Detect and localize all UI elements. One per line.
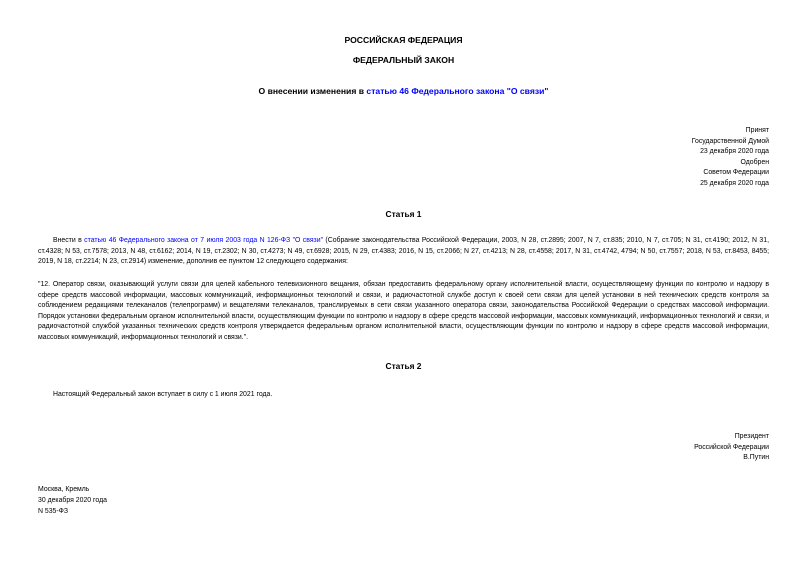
- law-subject: [0, 86, 807, 97]
- acceptance-block: [692, 126, 769, 189]
- article-1-heading: Статья 1: [385, 209, 422, 219]
- footer-block: [38, 484, 107, 517]
- article-2-paragraph: Настоящий Федеральный закон вступает в силу с 1 июля 2021 года.: [53, 391, 273, 398]
- law-type-title: ФЕДЕРАЛЬНЫЙ ЗАКОН: [352, 55, 455, 65]
- article-1-para1-prefix: Внести в: [53, 237, 85, 244]
- acceptance-line: 23 декабря 2020 года: [700, 148, 769, 155]
- country-title: РОССИЙСКАЯ ФЕДЕРАЦИЯ: [344, 35, 463, 45]
- signature-line: Президент: [734, 433, 769, 440]
- article-1-para1-rest: (Собрание законодательства Российской Федерации, 2003, N 28, ст.2895; 2007, N 7, ст.835; 2010, N 7, ст.705; N 31, ст.4190; 2012, N 31, ст.4328; N 53, ст.7578; 2013, N 48, ст.6162; 2014, N 19, ст.2302; N 30, ст.4273; N 49, ст.6928; 2015, N 29, ст.4383; 2016, N 15, ст.2066; N 27, ст.4213; N 28, ст.4558; 2017, N 31, ст.4742, 4794; N 50, ст.7557; 2018, N 53, ст.8453, 8455; 2019, N 18, ст.2214; N 23, ст.2914) изменение, дополнив ее пунктом 12 следующего содержания:: [38, 237, 769, 266]
- signature-line: Российской Федерации: [694, 443, 769, 451]
- footer-line: 30 декабря 2020 года: [38, 497, 107, 504]
- federal-law-126-link[interactable]: статью 46 Федерального закона от 7 июля 2003 года N 126-ФЗ "О связи": [84, 237, 324, 244]
- acceptance-line: Государственной Думой: [691, 137, 769, 145]
- signature-line: В.Путин: [743, 454, 769, 461]
- article-1-paragraph-2: "12. Оператор связи, оказывающий услуги связи для целей кабельного телевизионного вещания, обязан предоставить федеральному органу исполнительной власти, осуществляющему функции по контролю и надзору в сфере средств массовой информации, массовых коммуникаций, информационных технологий и связи, и радиочастотной службе доступ к своей сети связи для целей установки в ней технических средств контроля за соблюдением редакциями телеканалов (телепрограмм) и вещателями телеканалов, транслируемых в сети связи указанного оператора связи, законодательства Российской Федерации о средствах массовой информации. Порядок установки федеральным органом исполнительной власти, осуществляющим функции по контролю и надзору в сфере средств массовой информации, массовых коммуникаций, информационных технологий и связи, и радиочастотной службой указанных технических средств контроля утверждается федеральным органом исполнительной власти, осуществляющим функции по контролю и надзору в сфере средств массовой информации, массовых коммуникаций, информационных технологий и связи.".: [38, 281, 769, 341]
- footer-line: Москва, Кремль: [38, 486, 90, 493]
- article-46-link[interactable]: статью 46 Федерального закона "О связи": [366, 86, 549, 96]
- acceptance-line: Одобрен: [740, 158, 769, 166]
- article-2-heading: Статья 2: [385, 361, 422, 371]
- acceptance-line: 25 декабря 2020 года: [700, 179, 769, 187]
- signature-block: [694, 432, 769, 464]
- law-subject-prefix: О внесении изменения в: [258, 86, 367, 96]
- footer-line: N 535-ФЗ: [38, 508, 69, 515]
- article-1-paragraph-1: [38, 236, 769, 268]
- acceptance-line: Принят: [745, 127, 769, 134]
- acceptance-line: Советом Федерации: [703, 169, 769, 176]
